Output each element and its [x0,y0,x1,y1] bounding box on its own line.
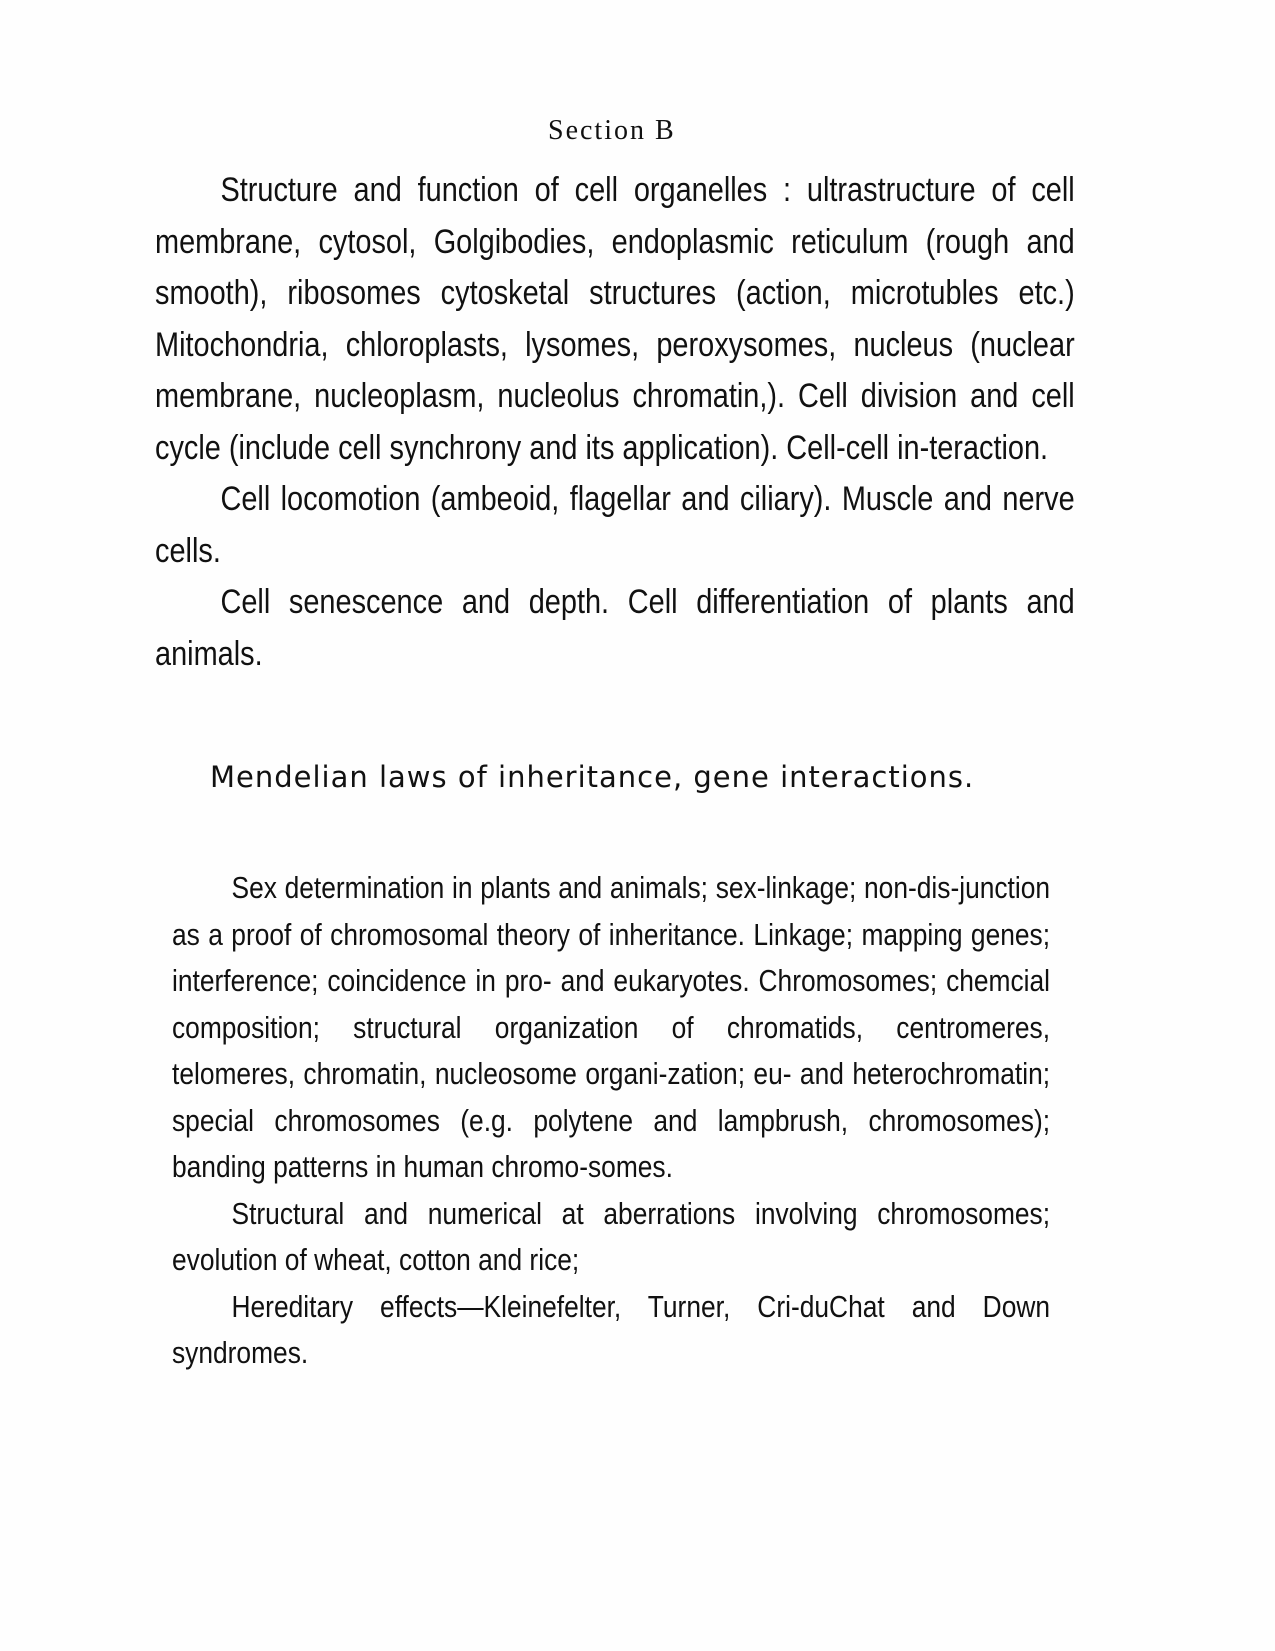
paragraph-hereditary-effects: Hereditary effects—Kleinefelter, Turner, Cri-duChat and Down syndromes. [172,1288,1051,1370]
cell-biology-section [155,165,1075,680]
section-heading-cut-off [548,115,698,146]
section-heading-text: Section B [548,115,676,146]
genetics-section [172,865,1050,1377]
paragraph-cell-organelles: Structure and function of cell organelles : ultrastructure of cell membrane, cytosol, Golgibodies, endoplasmic reticulum (rough and smooth), ribosomes cytosketal structures (action, microtubles etc.) Mitochondria, chloroplasts, lysomes, peroxysomes, nucleus (nuclear membrane, nucleoplasm, nucleolus chromatin,). Cell division and cell cycle (include cell synchrony and its application). Cell-cell in-teraction. [155,171,1075,467]
paragraph-cell-locomotion: Cell locomotion (ambeoid, flagellar and ciliary). Muscle and nerve cells. [155,480,1075,570]
paragraph-sex-determination: Sex determination in plants and animals; sex-linkage; non-dis-junction as a proof of chromosomal theory of inheritance. Linkage; mapping genes; interference; coincidence in pro- and eukaryotes. Chromosomes; chemcial composition; structural organization of chromatids, centromeres, telomeres, chromatin, nucleosome organi-zation; eu- and heterochromatin; special chromosomes (e.g. polytene and lampbrush, chromosomes); banding patterns in human chromo-somes. [172,870,1051,1184]
paragraph-chromosomal-aberrations: Structural and numerical at aberrations involving chromosomes; evolution of wheat, cotton and rice; [172,1195,1051,1277]
mendelian-heading: Mendelian laws of inheritance, gene interactions. [210,760,975,794]
paragraph-cell-senescence: Cell senescence and depth. Cell differentiation of plants and animals. [155,583,1075,673]
